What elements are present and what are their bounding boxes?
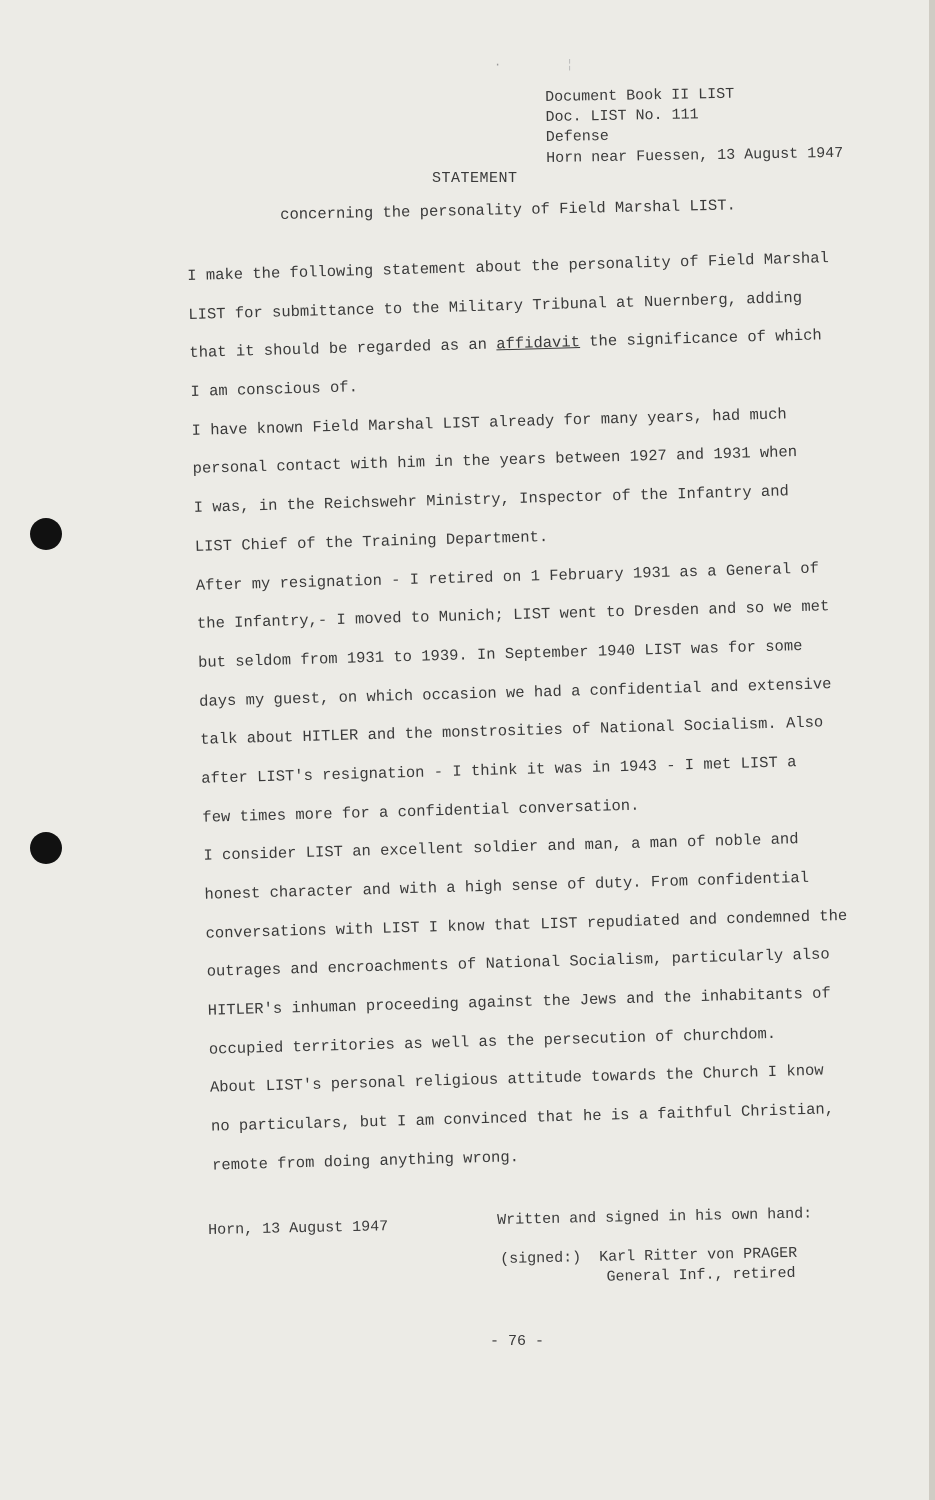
- body-line: days my guest, on which occasion we had a confidential and extensive: [198, 674, 832, 711]
- punch-hole-top: [30, 518, 62, 550]
- body-line: I have known Field Marshal LIST already for many years, had much: [191, 405, 787, 440]
- header-place-date: Horn near Fuessen, 13 August 1947: [546, 144, 844, 167]
- body-line: I was, in the Reichswehr Ministry, Inspector of the Infantry and: [193, 482, 790, 518]
- statement-title: STATEMENT: [432, 170, 518, 187]
- body-line: few times more for a confidential conversation.: [202, 796, 640, 827]
- body-line: conversations with LIST I know that LIST repudiated and condemned the: [205, 906, 848, 943]
- footer-place-date: Horn, 13 August 1947: [208, 1218, 389, 1239]
- body-line-text: that it should be regarded as an: [189, 336, 488, 363]
- header-doc-number: Doc. LIST No. 111: [545, 106, 699, 126]
- body-line: the Infantry,- I moved to Munich; LIST went to Dresden and so we met: [196, 597, 830, 634]
- body-line: LIST Chief of the Training Department.: [194, 527, 549, 556]
- signer-rank: General Inf., retired: [606, 1264, 796, 1286]
- signer-name: Karl Ritter von PRAGER: [599, 1244, 798, 1266]
- body-line: I am conscious of.: [190, 378, 359, 402]
- body-line: I make the following statement about the personality of Field Marshal: [187, 249, 830, 285]
- document-header: [545, 83, 843, 169]
- punch-hole-bottom: [30, 832, 62, 864]
- body-line: occupied territories as well as the persecution of churchdom.: [208, 1024, 777, 1059]
- body-line: About LIST's personal religious attitude towards the Church I know: [209, 1061, 824, 1098]
- header-defense: Defense: [545, 127, 610, 146]
- affidavit-tail: the significance of which: [579, 326, 822, 352]
- body-line: outrages and encroachments of National Socialism, particularly also: [206, 945, 830, 982]
- scan-mark-dot: ·: [494, 58, 502, 72]
- statement-body: [187, 246, 913, 1194]
- body-line: LIST for submittance to the Military Tribunal at Nuernberg, adding: [188, 288, 803, 324]
- affidavit-word: affidavit: [496, 333, 581, 354]
- body-line: After my resignation - I retired on 1 February 1931 as a General of: [195, 558, 820, 595]
- signed-label: (signed:): [500, 1249, 582, 1268]
- body-line: after LIST's resignation - I think it was in 1943 - I met LIST a: [201, 753, 797, 788]
- body-line: personal contact with him in the years between 1927 and 1931 when: [192, 443, 798, 479]
- header-doc-book: Document Book II LIST: [545, 85, 735, 106]
- body-line: talk about HITLER and the monstrosities of National Socialism. Also: [199, 713, 824, 750]
- body-line: but seldom from 1931 to 1939. In September 1940 LIST was for some: [197, 636, 803, 672]
- footer-written-signed: Written and signed in his own hand:: [497, 1205, 813, 1229]
- body-line: remote from doing anything wrong.: [211, 1147, 520, 1175]
- body-line: no particulars, but I am convinced that he is a faithful Christian,: [210, 1100, 835, 1136]
- page-number: - 76 -: [490, 1333, 545, 1350]
- signature-block: [500, 1244, 798, 1290]
- scan-mark-tick: ¦: [566, 58, 574, 72]
- body-line: honest character and with a high sense of duty. From confidential: [204, 868, 810, 904]
- statement-subtitle: concerning the personality of Field Marshal LIST.: [280, 196, 737, 224]
- body-line: I consider LIST an excellent soldier and man, a man of noble and: [203, 830, 799, 866]
- body-line: HITLER's inhuman proceeding against the Jews and the inhabitants of: [207, 984, 832, 1020]
